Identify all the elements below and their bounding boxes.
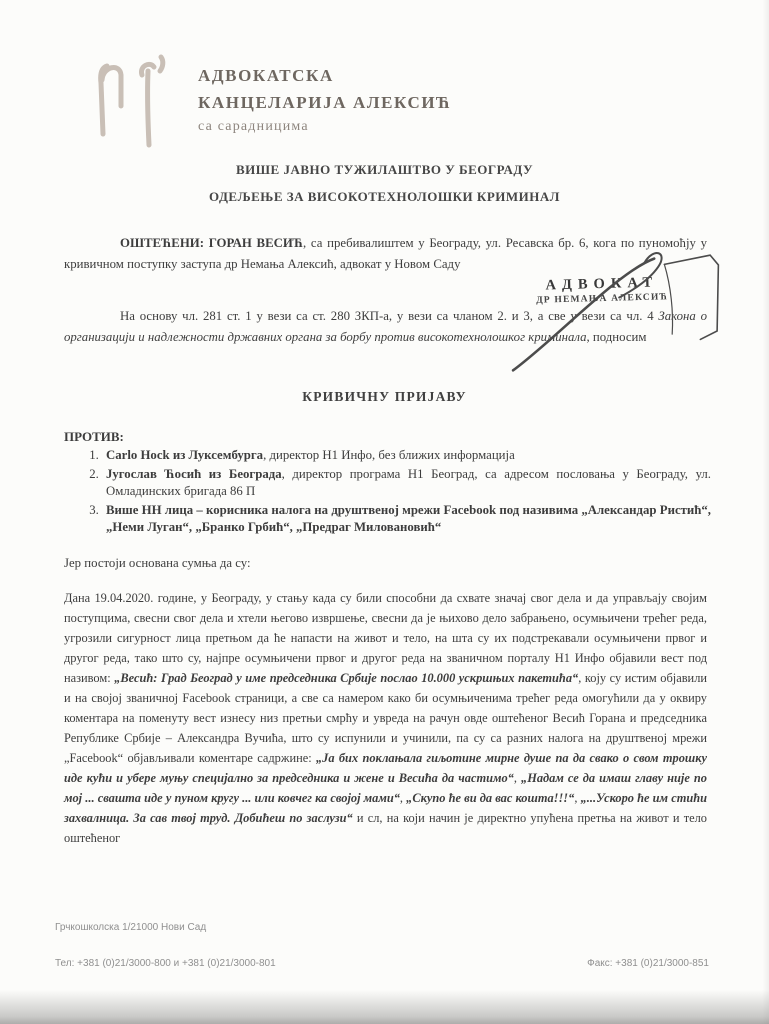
attorney-stamp: [493, 273, 712, 307]
recipient-block: [0, 156, 769, 210]
suspicion-intro: Јер постоји основана сумња да су:: [64, 556, 251, 570]
footer-telephone: Тел: +381 (0)21/3000-800 и +381 (0)21/3000-801: [55, 958, 276, 969]
footer-contact-row: [55, 958, 709, 969]
scan-bottom-shadow: [0, 990, 769, 1024]
footer-fax: Факс: +381 (0)21/3000-851: [587, 958, 709, 969]
accused-item-1: 1. Carlo Hock из Луксембурга, директор Н1 Инфо, без ближих информација: [102, 447, 711, 465]
footer-address: Грчкошколска 1/21000 Нови Сад: [55, 922, 207, 933]
firm-name-line1: АДВОКАТСКА: [198, 66, 334, 85]
accused-list: [64, 447, 711, 538]
accused-item-2: 2. Југослав Ћосић из Београда, директор програма Н1 Београд, са адресом пословања у Београду, ул. Омладинских бригада 86 П: [102, 466, 711, 501]
document-title: КРИВИЧНУ ПРИЈАВУ: [302, 389, 467, 404]
letterhead: [90, 44, 451, 148]
scan-edge-shade: [762, 0, 769, 1024]
stamp-title: АДВОКАТ: [545, 274, 659, 294]
against-label: ПРОТИВ:: [64, 429, 124, 444]
firm-name-block: [198, 44, 451, 135]
stamp-attorney-name: ДР НЕМАЊА АЛЕКСИЋ: [536, 292, 669, 306]
accused-item-3: 3. Више НН лица – корисника налога на друштвеној мрежи Facebook под називима „Александар Ристић“, „Неми Луган“, „Бранко Грбић“, „Предраг Миловановић“: [102, 502, 711, 537]
firm-tagline: са сарадницима: [198, 119, 309, 134]
firm-name-line2: КАНЦЕЛАРИЈА АЛЕКСИЋ: [198, 93, 452, 112]
recipient-line-1: ВИШЕ ЈАВНО ТУЖИЛАШТВО У БЕОГРАДУ: [236, 162, 533, 177]
injured-party-paragraph: ОШТЕЋЕНИ: ГОРАН ВЕСИЋ, са пребивалиштем у Београду, ул. Ресавска бр. 6, кога по пуномоћју у кривичном поступку заступа др Немања Алексић, адвокат у Новом Саду: [64, 236, 707, 271]
law-firm-monogram-icon: [90, 44, 172, 148]
recipient-line-2: ОДЕЉЕЊЕ ЗА ВИСОКОТЕХНОЛОШКИ КРИМИНАЛ: [209, 189, 560, 204]
legal-basis-paragraph: На основу чл. 281 ст. 1 у вези са ст. 280 ЗКП-а, у вези са чланом 2. и 3, а све у вези са чл. 4 Закона о организацији и надлежности државних органа за борбу против високотехнолошког криминала, подносим: [64, 309, 707, 344]
facts-paragraph: Дана 19.04.2020. године, у Београду, у стању када су били способни да схвате значај свог дела и да управљају својим поступцима, свесни свог дела и хтели његово извршење, свесни да је њихово дело забрањено, осумњичени трећег реда, угрозили сигурност лица претњом да ће напасти на живот и тело, на шта су их подстрекавали осумњичени првог и другог реда, тако што су, најпре осумњичени првог и другог реда на званичном порталу Н1 Инфо објавили вест под називом: „Весић: Град Београд у име председника Србије послао 10.000 ускршњих пакетића“, коју су истим објавили и на својој званичној Facebook страници, а све са намером како би осумњиченима трећег реда омогућили да у оквиру коментара на поменуту вест изнесу низ претњи смрћу и увреда на рачун овде оштећеног Весић Горана и председника Републике Србије – Александра Вучића, што су испунили и учинили, па су са разних налога на друштвеној мрежи „Facebook“ објављивали коментаре садржине: „Ја бих поклањала гиљотине мирне душе па да свако о свом трошку иде кући и убере муњу специјално за председника и жене и Весића да частимо“, „Надам се да имаш главу није по мој ... свашта иде у пуном кругу ... или ковчег ка својој мами“, „Скупо ће ви да вас кошта!!!“, „...Ускоро ће им стићи захвалница. За сав твој труд. Добићеш по заслузи“ и сл, на који начин је директно упућена претња на живот и тело оштећеног: [64, 591, 708, 845]
